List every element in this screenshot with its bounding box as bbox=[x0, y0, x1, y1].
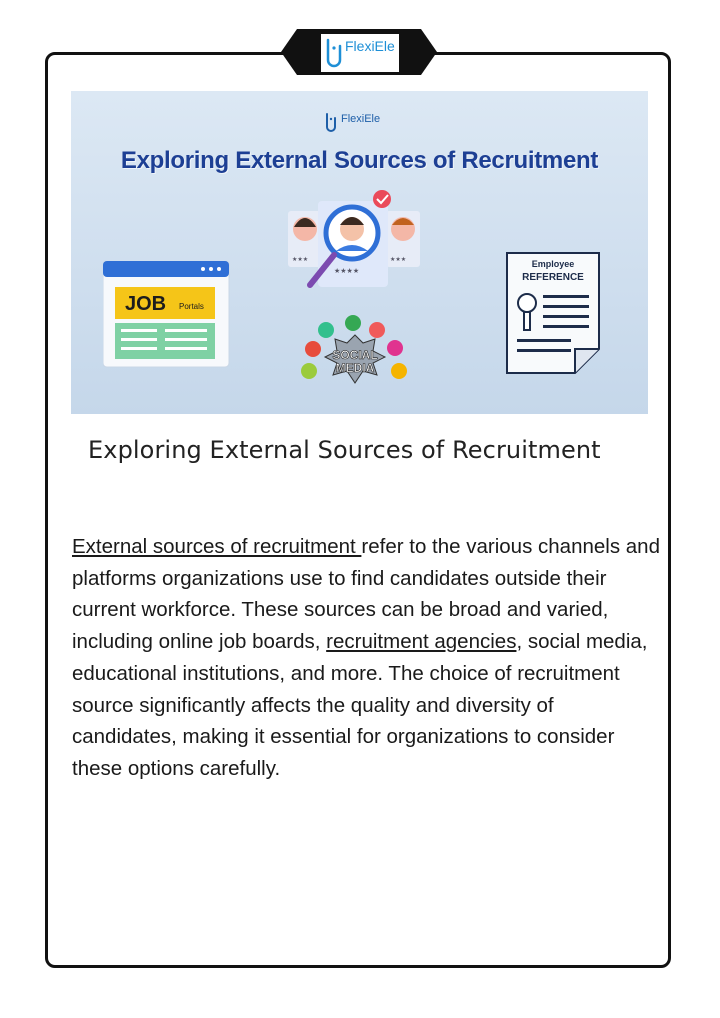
employee-label: Employee bbox=[531, 259, 575, 269]
banner-logo-icon bbox=[323, 111, 339, 135]
employee-reference-illustration bbox=[505, 251, 603, 377]
flexiele-logo-icon bbox=[323, 36, 345, 70]
hero-banner bbox=[71, 91, 648, 414]
external-sources-link[interactable]: External sources of recruitment bbox=[72, 535, 362, 558]
body-text-part-2: , social media, educational institutions, and more. The choice of recruitment source significantly affects the quality and diversity of candidates, making it essential for organizations to consider these options carefully. bbox=[72, 630, 648, 780]
reference-label: REFERENCE bbox=[522, 272, 584, 283]
social-media-illustration bbox=[299, 313, 411, 393]
job-portal-illustration bbox=[103, 261, 231, 369]
job-label: JOB bbox=[125, 293, 167, 315]
header-logo-text: FlexiEle bbox=[345, 38, 395, 54]
svg-text:★★★: ★★★ bbox=[390, 257, 407, 263]
recruitment-agencies-link[interactable]: recruitment agencies bbox=[326, 630, 517, 654]
body-text-part-1: refer to the various channels and platforms organizations use to find candidates outside their current workforce. These sources can be broad and varied, including online job boards, bbox=[72, 535, 660, 654]
social-label: SOCIAL bbox=[332, 348, 378, 362]
article-body bbox=[72, 531, 662, 785]
media-label: MEDIA bbox=[335, 361, 375, 375]
article-title: Exploring External Sources of Recruitment bbox=[88, 436, 601, 464]
banner-title: Exploring External Sources of Recruitment bbox=[120, 147, 599, 174]
candidate-search-illustration bbox=[286, 189, 426, 309]
svg-text:★★★★: ★★★★ bbox=[334, 268, 360, 275]
banner-logo-text: FlexiEle bbox=[341, 113, 381, 125]
svg-text:★★★: ★★★ bbox=[292, 257, 309, 263]
portals-label: Portals bbox=[179, 302, 204, 311]
